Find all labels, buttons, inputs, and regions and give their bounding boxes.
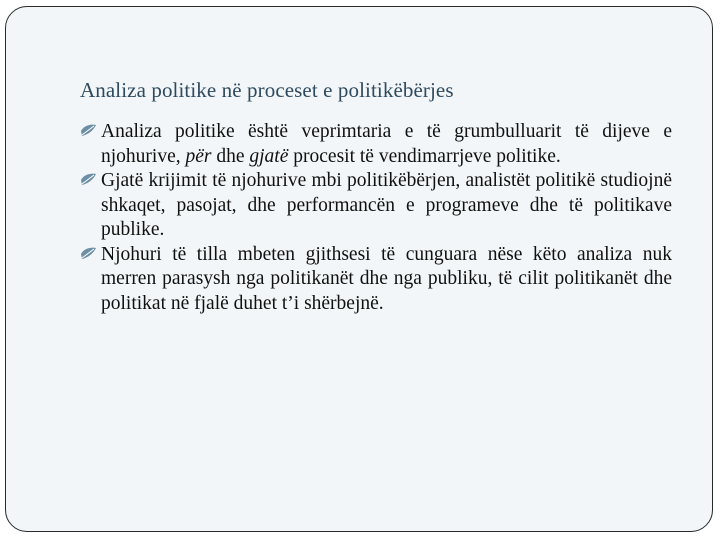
bullet-item-1 <box>80 120 672 169</box>
bullet-text-3: Njohuri të tilla mbeten gjithsesi të cunguara nëse këto analiza nuk merren parasysh nga politikanët dhe nga publiku, të cilit politikanët dhe politikat në fjalë duhet t’i shërbejnë. <box>101 243 672 314</box>
leaf-bullet-icon <box>80 124 97 138</box>
bullet-list <box>80 120 672 316</box>
slide-title: Analiza politike në proceset e politikëbërjes <box>80 78 454 102</box>
leaf-bullet-icon <box>80 247 97 261</box>
leaf-bullet-icon <box>80 173 97 187</box>
bullet-text-1: Analiza politike është veprimtaria e të grumbulluarit të dijeve e njohurive, për dhe gjatë procesit të vendimarrjeve politike. <box>101 121 672 167</box>
bullet-item-3 <box>80 243 672 317</box>
bullet-text-2: Gjatë krijimit të njohurive mbi politikëbërjen, analistët politikë studiojnë shkaqet, pasojat, dhe performancën e programeve dhe të politikave publike. <box>101 170 672 240</box>
emphasis-per: për <box>185 145 212 167</box>
bullet-item-2 <box>80 169 672 243</box>
emphasis-gjate: gjatë <box>249 145 289 167</box>
